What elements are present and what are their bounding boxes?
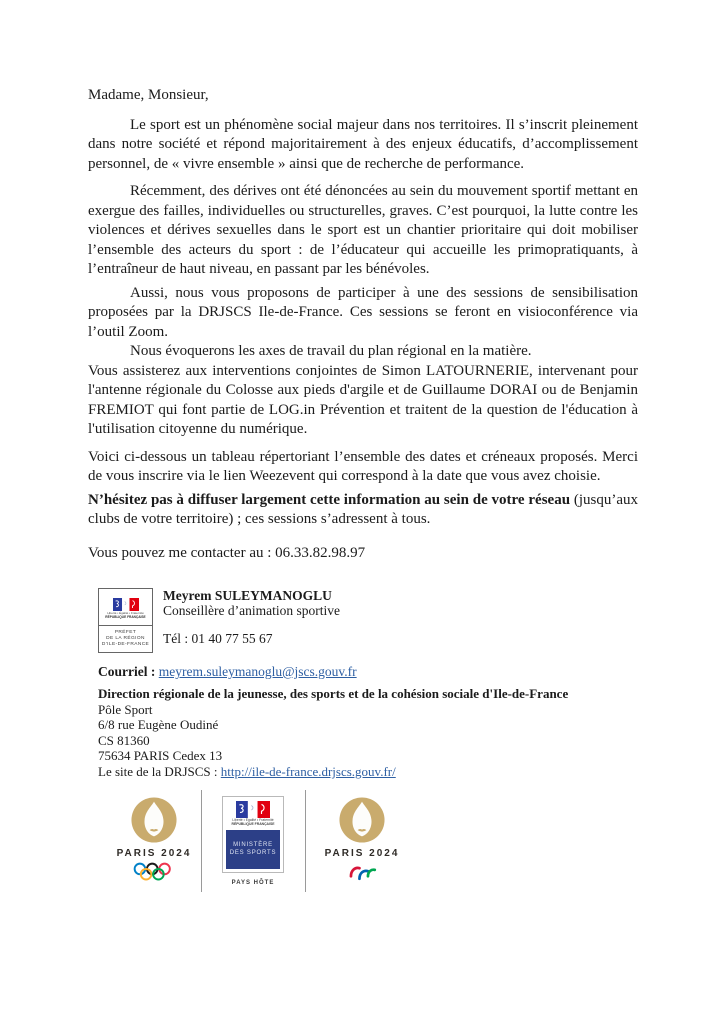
paris2024-flame-emblem-icon xyxy=(131,797,177,843)
ministry-motto-line1: Liberté • Égalité • Fraternité xyxy=(232,818,274,822)
email-label: Courriel : xyxy=(98,664,159,679)
address-block xyxy=(98,686,568,780)
pays-hote-label: PAYS HÔTE xyxy=(231,880,275,886)
prefet-motto-line2: RÉPUBLIQUE FRANÇAISE xyxy=(105,614,146,619)
paris2024-flame-emblem-icon xyxy=(339,797,385,843)
paragraph-intervenants: Vous assisterez aux interventions conjointes de Simon LATOURNERIE, intervenant pour l'antenne régionale du Colosse aux pieds d'argile et de Guillaume DORAI ou de Benjamin FREMIOT qui font partie de LOG.in Prévention et traitent de la question de l'éducation à l'utilisation citoyenne du numérique. xyxy=(88,362,638,437)
diffuser-rest-text: (jusqu’aux clubs de votre territoire) ; ces sessions s’adressent à tous. xyxy=(88,491,639,527)
ministry-name-panel xyxy=(226,830,280,869)
paragraph-tableau: Voici ci-dessous un tableau répertoriant l’ensemble des dates et créneaux proposés. Merci de vous inscrire via le lien Weezevent qui correspond à la date que vous avez choisie. xyxy=(88,448,638,484)
prefet-motto-line1: Liberté • Égalité • Fraternité xyxy=(107,610,144,615)
paris2024-wordmark: PARIS 2024 xyxy=(324,848,400,859)
french-flag-icon xyxy=(112,598,140,611)
french-flag-icon xyxy=(235,801,271,818)
drjscs-site-link[interactable]: http://ile-de-france.drjscs.gouv.fr/ xyxy=(220,763,396,779)
signer-name: Meyrem SULEYMANOGLU xyxy=(163,588,332,603)
signature-row xyxy=(98,588,357,653)
paris2024-olympic-logo xyxy=(118,790,190,882)
paragraph-contact: Vous pouvez me contacter au : 06.33.82.98.97 xyxy=(88,544,366,561)
address-street: 6/8 rue Eugène Oudiné xyxy=(98,717,219,733)
signer-email-line xyxy=(98,664,357,679)
address-cs: CS 81360 xyxy=(98,732,150,748)
ministry-logo-box xyxy=(222,796,284,873)
prefet-logo-top xyxy=(99,589,152,626)
olympic-rings-icon xyxy=(132,862,176,882)
paris2024-paralympic-logo xyxy=(326,790,398,882)
letter-body xyxy=(88,86,638,563)
ministry-motto-line2: RÉPUBLIQUE FRANÇAISE xyxy=(231,822,275,827)
site-label: Le site de la DRJSCS : xyxy=(98,763,221,779)
ministry-sports-logo xyxy=(222,790,284,886)
salutation: Madame, Monsieur, xyxy=(88,87,209,103)
paragraph-axes: Nous évoquerons les axes de travail du plan régional en la matière. xyxy=(130,343,532,359)
prefet-line3: D’ILE-DE-FRANCE xyxy=(101,642,150,647)
logo-divider xyxy=(305,790,306,892)
prefet-logo-text xyxy=(99,626,152,652)
footer-logos xyxy=(118,790,398,892)
prefet-line1: PRÉFET xyxy=(114,630,137,635)
signature-text xyxy=(163,588,340,646)
paragraph-sport: Le sport est un phénomène social majeur dans nos territoires. Il s’inscrit pleinement dans notre société et répond majoritairement à des enjeux éducatifs, d’accomplissement personnel, de « vivre ensemble » ainsi que de recherche de performance. xyxy=(88,116,638,172)
logo-divider xyxy=(201,790,202,892)
diffuser-bold-text: N’hésitez pas à diffuser largement cette information au sein de votre réseau xyxy=(88,491,571,508)
ministry-name-line1: MINISTÈRE xyxy=(233,842,273,849)
prefet-region-logo xyxy=(98,588,153,653)
paragraph-sessions: Aussi, nous vous proposons de participer à une des sessions de sensibilisation proposées par la DRJSCS Ile-de-France. Ces sessions se feront en visioconférence via l’outil Zoom. xyxy=(88,284,638,340)
address-org: Direction régionale de la jeunesse, des sports et de la cohésion sociale d'Ile-de-France xyxy=(98,686,569,701)
paralympic-agitos-icon xyxy=(345,862,379,882)
paris2024-wordmark: PARIS 2024 xyxy=(116,848,192,859)
address-city: 75634 PARIS Cedex 13 xyxy=(98,748,223,764)
paragraph-diffuser xyxy=(88,491,638,530)
email-link[interactable]: meyrem.suleymanoglu@jscs.gouv.fr xyxy=(158,664,357,679)
prefet-line2: DE LA RÉGION xyxy=(106,636,145,641)
address-dept: Pôle Sport xyxy=(98,701,153,717)
address-site-line xyxy=(98,764,568,780)
paragraph-derives: Récemment, des dérives ont été dénoncées au sein du mouvement sportif mettant en exergue des failles, individuelles ou structurelles, graves. C’est pourquoi, la lutte contre les violences et dérives sexuelles dans le sport est un chantier prioritaire qui doit mobiliser l’ensemble des acteurs du sport : de l’éducateur qui accueille les primopratiquants, à l’entraîneur de haut niveau, en passant par les bénévoles. xyxy=(88,183,638,277)
signer-title: Conseillère d’animation sportive xyxy=(163,603,340,618)
signer-phone: Tél : 01 40 77 55 67 xyxy=(163,631,273,646)
ministry-name-line2: DES SPORTS xyxy=(229,850,277,857)
signature-block xyxy=(98,588,357,679)
